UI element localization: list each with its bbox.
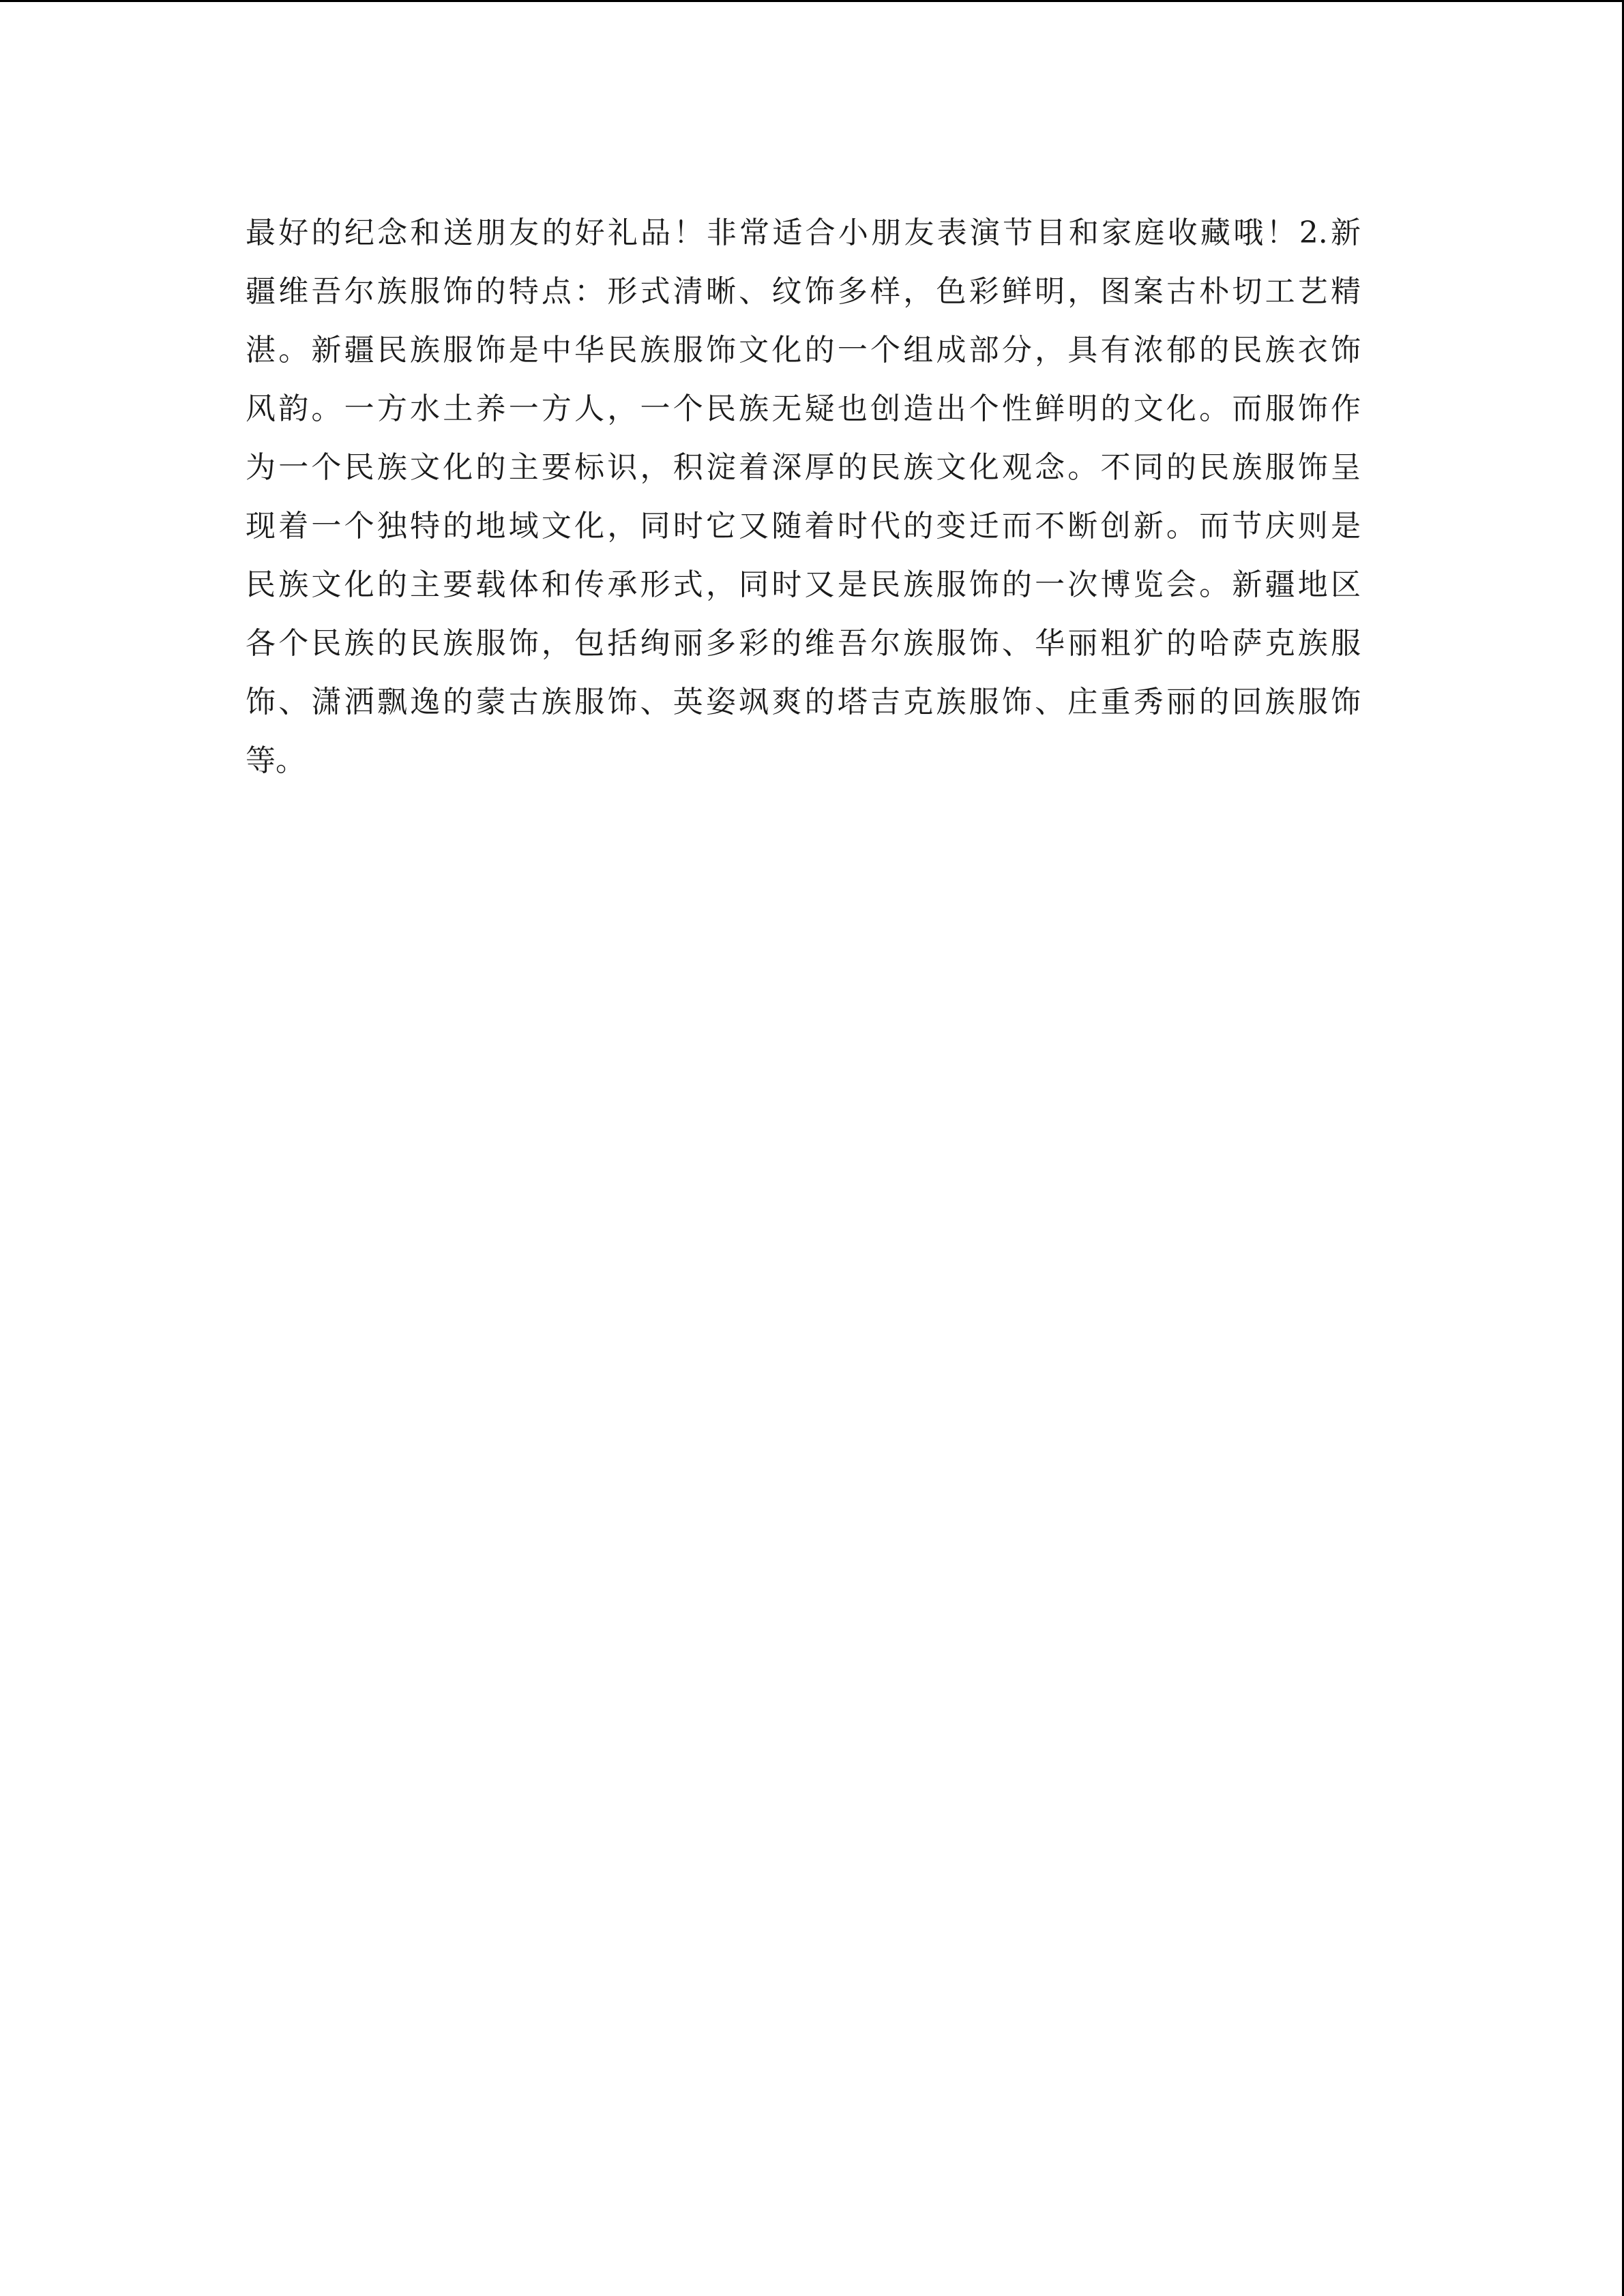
- document-body-text: [246, 204, 1361, 790]
- text-line: 疆维吾尔族服饰的特点：形式清晰、纹饰多样，色彩鲜明，图案古朴切工艺精: [246, 274, 1361, 309]
- text-line: 现着一个独特的地域文化，同时它又随着时代的变迁而不断创新。而节庆则是: [246, 509, 1361, 543]
- text-line: 饰、潇洒飘逸的蒙古族服饰、英姿飒爽的塔吉克族服饰、庄重秀丽的回族服饰: [246, 685, 1361, 719]
- text-line: 民族文化的主要载体和传承形式，同时又是民族服饰的一次博览会。新疆地区: [246, 567, 1361, 602]
- text-line: 最好的纪念和送朋友的好礼品！非常适合小朋友表演节目和家庭收藏哦！2.新: [246, 215, 1361, 250]
- text-line: 湛。新疆民族服饰是中华民族服饰文化的一个组成部分，具有浓郁的民族衣饰: [246, 333, 1361, 368]
- text-line: 为一个民族文化的主要标识，积淀着深厚的民族文化观念。不同的民族服饰呈: [246, 450, 1361, 485]
- text-line: 风韵。一方水土养一方人，一个民族无疑也创造出个性鲜明的文化。而服饰作: [246, 391, 1361, 426]
- text-line: 各个民族的民族服饰，包括绚丽多彩的维吾尔族服饰、华丽粗犷的哈萨克族服: [246, 626, 1361, 661]
- text-line: 等。: [246, 743, 306, 778]
